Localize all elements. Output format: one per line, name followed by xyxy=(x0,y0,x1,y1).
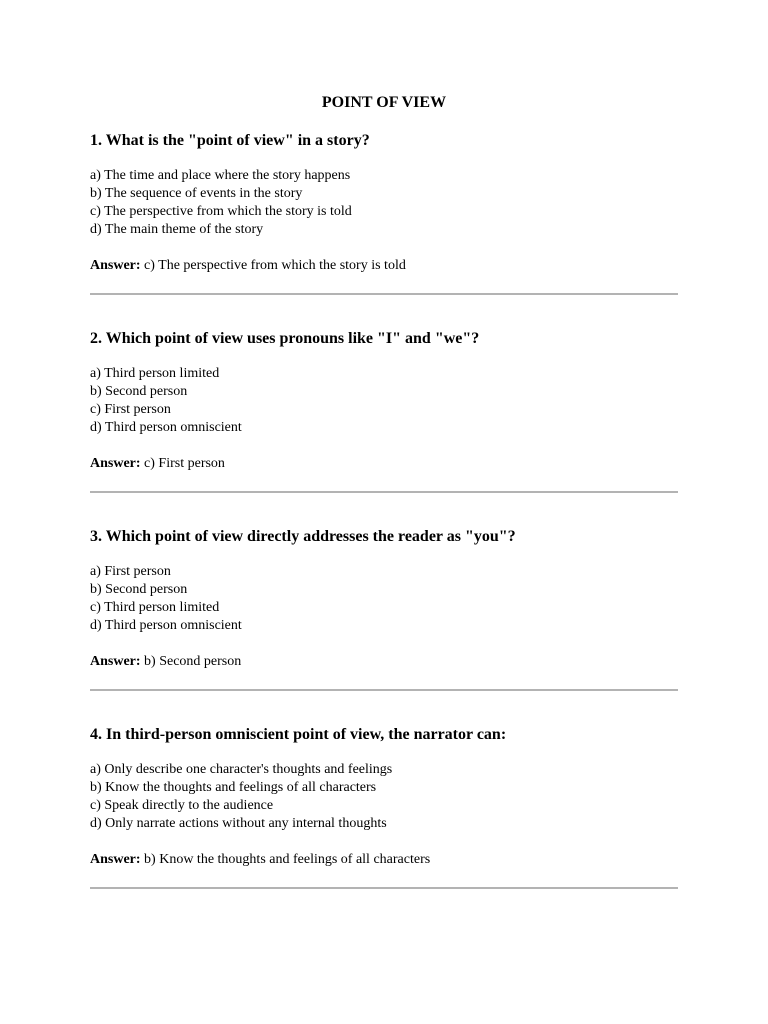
option-item: b) Know the thoughts and feelings of all characters xyxy=(90,780,377,795)
option-item: a) Only describe one character's thoughts and feelings xyxy=(90,762,393,777)
option-item: d) Third person omniscient xyxy=(90,420,242,435)
option-item: d) The main theme of the story xyxy=(90,222,264,237)
option-item: c) The perspective from which the story is told xyxy=(90,204,352,219)
answer-label: Answer: xyxy=(90,456,141,471)
section-divider xyxy=(90,887,678,889)
answer-line xyxy=(90,257,678,275)
answer-line xyxy=(90,851,678,869)
option-list xyxy=(90,563,678,635)
option-item: b) Second person xyxy=(90,582,188,597)
option-item: c) Speak directly to the audience xyxy=(90,798,274,813)
option-item: b) The sequence of events in the story xyxy=(90,186,303,201)
answer-label: Answer: xyxy=(90,258,141,273)
question-block xyxy=(90,725,678,889)
option-list xyxy=(90,365,678,437)
option-item: c) Third person limited xyxy=(90,600,220,615)
answer-label: Answer: xyxy=(90,852,141,867)
option-item: a) First person xyxy=(90,564,171,579)
question-block xyxy=(90,527,678,691)
option-list xyxy=(90,167,678,239)
option-item: d) Third person omniscient xyxy=(90,618,242,633)
answer-line xyxy=(90,653,678,671)
option-item: b) Second person xyxy=(90,384,188,399)
question-text: 3. Which point of view directly addresses the reader as "you"? xyxy=(90,528,516,545)
question-text: 4. In third-person omniscient point of view, the narrator can: xyxy=(90,726,507,743)
question-block xyxy=(90,131,678,295)
page-title: POINT OF VIEW xyxy=(321,94,447,111)
section-divider xyxy=(90,293,678,295)
option-item: a) The time and place where the story happens xyxy=(90,168,351,183)
question-block xyxy=(90,329,678,493)
answer-value: c) The perspective from which the story is told xyxy=(144,258,406,273)
option-item: a) Third person limited xyxy=(90,366,220,381)
section-divider xyxy=(90,491,678,493)
question-list xyxy=(90,131,678,889)
question-text: 2. Which point of view uses pronouns like "I" and "we"? xyxy=(90,330,480,347)
option-item: d) Only narrate actions without any internal thoughts xyxy=(90,816,387,831)
answer-value: c) First person xyxy=(144,456,225,471)
option-item: c) First person xyxy=(90,402,171,417)
answer-line xyxy=(90,455,678,473)
answer-value: b) Second person xyxy=(144,654,242,669)
answer-value: b) Know the thoughts and feelings of all characters xyxy=(144,852,431,867)
section-divider xyxy=(90,689,678,691)
option-list xyxy=(90,761,678,833)
answer-label: Answer: xyxy=(90,654,141,669)
question-text: 1. What is the "point of view" in a story? xyxy=(90,132,370,149)
